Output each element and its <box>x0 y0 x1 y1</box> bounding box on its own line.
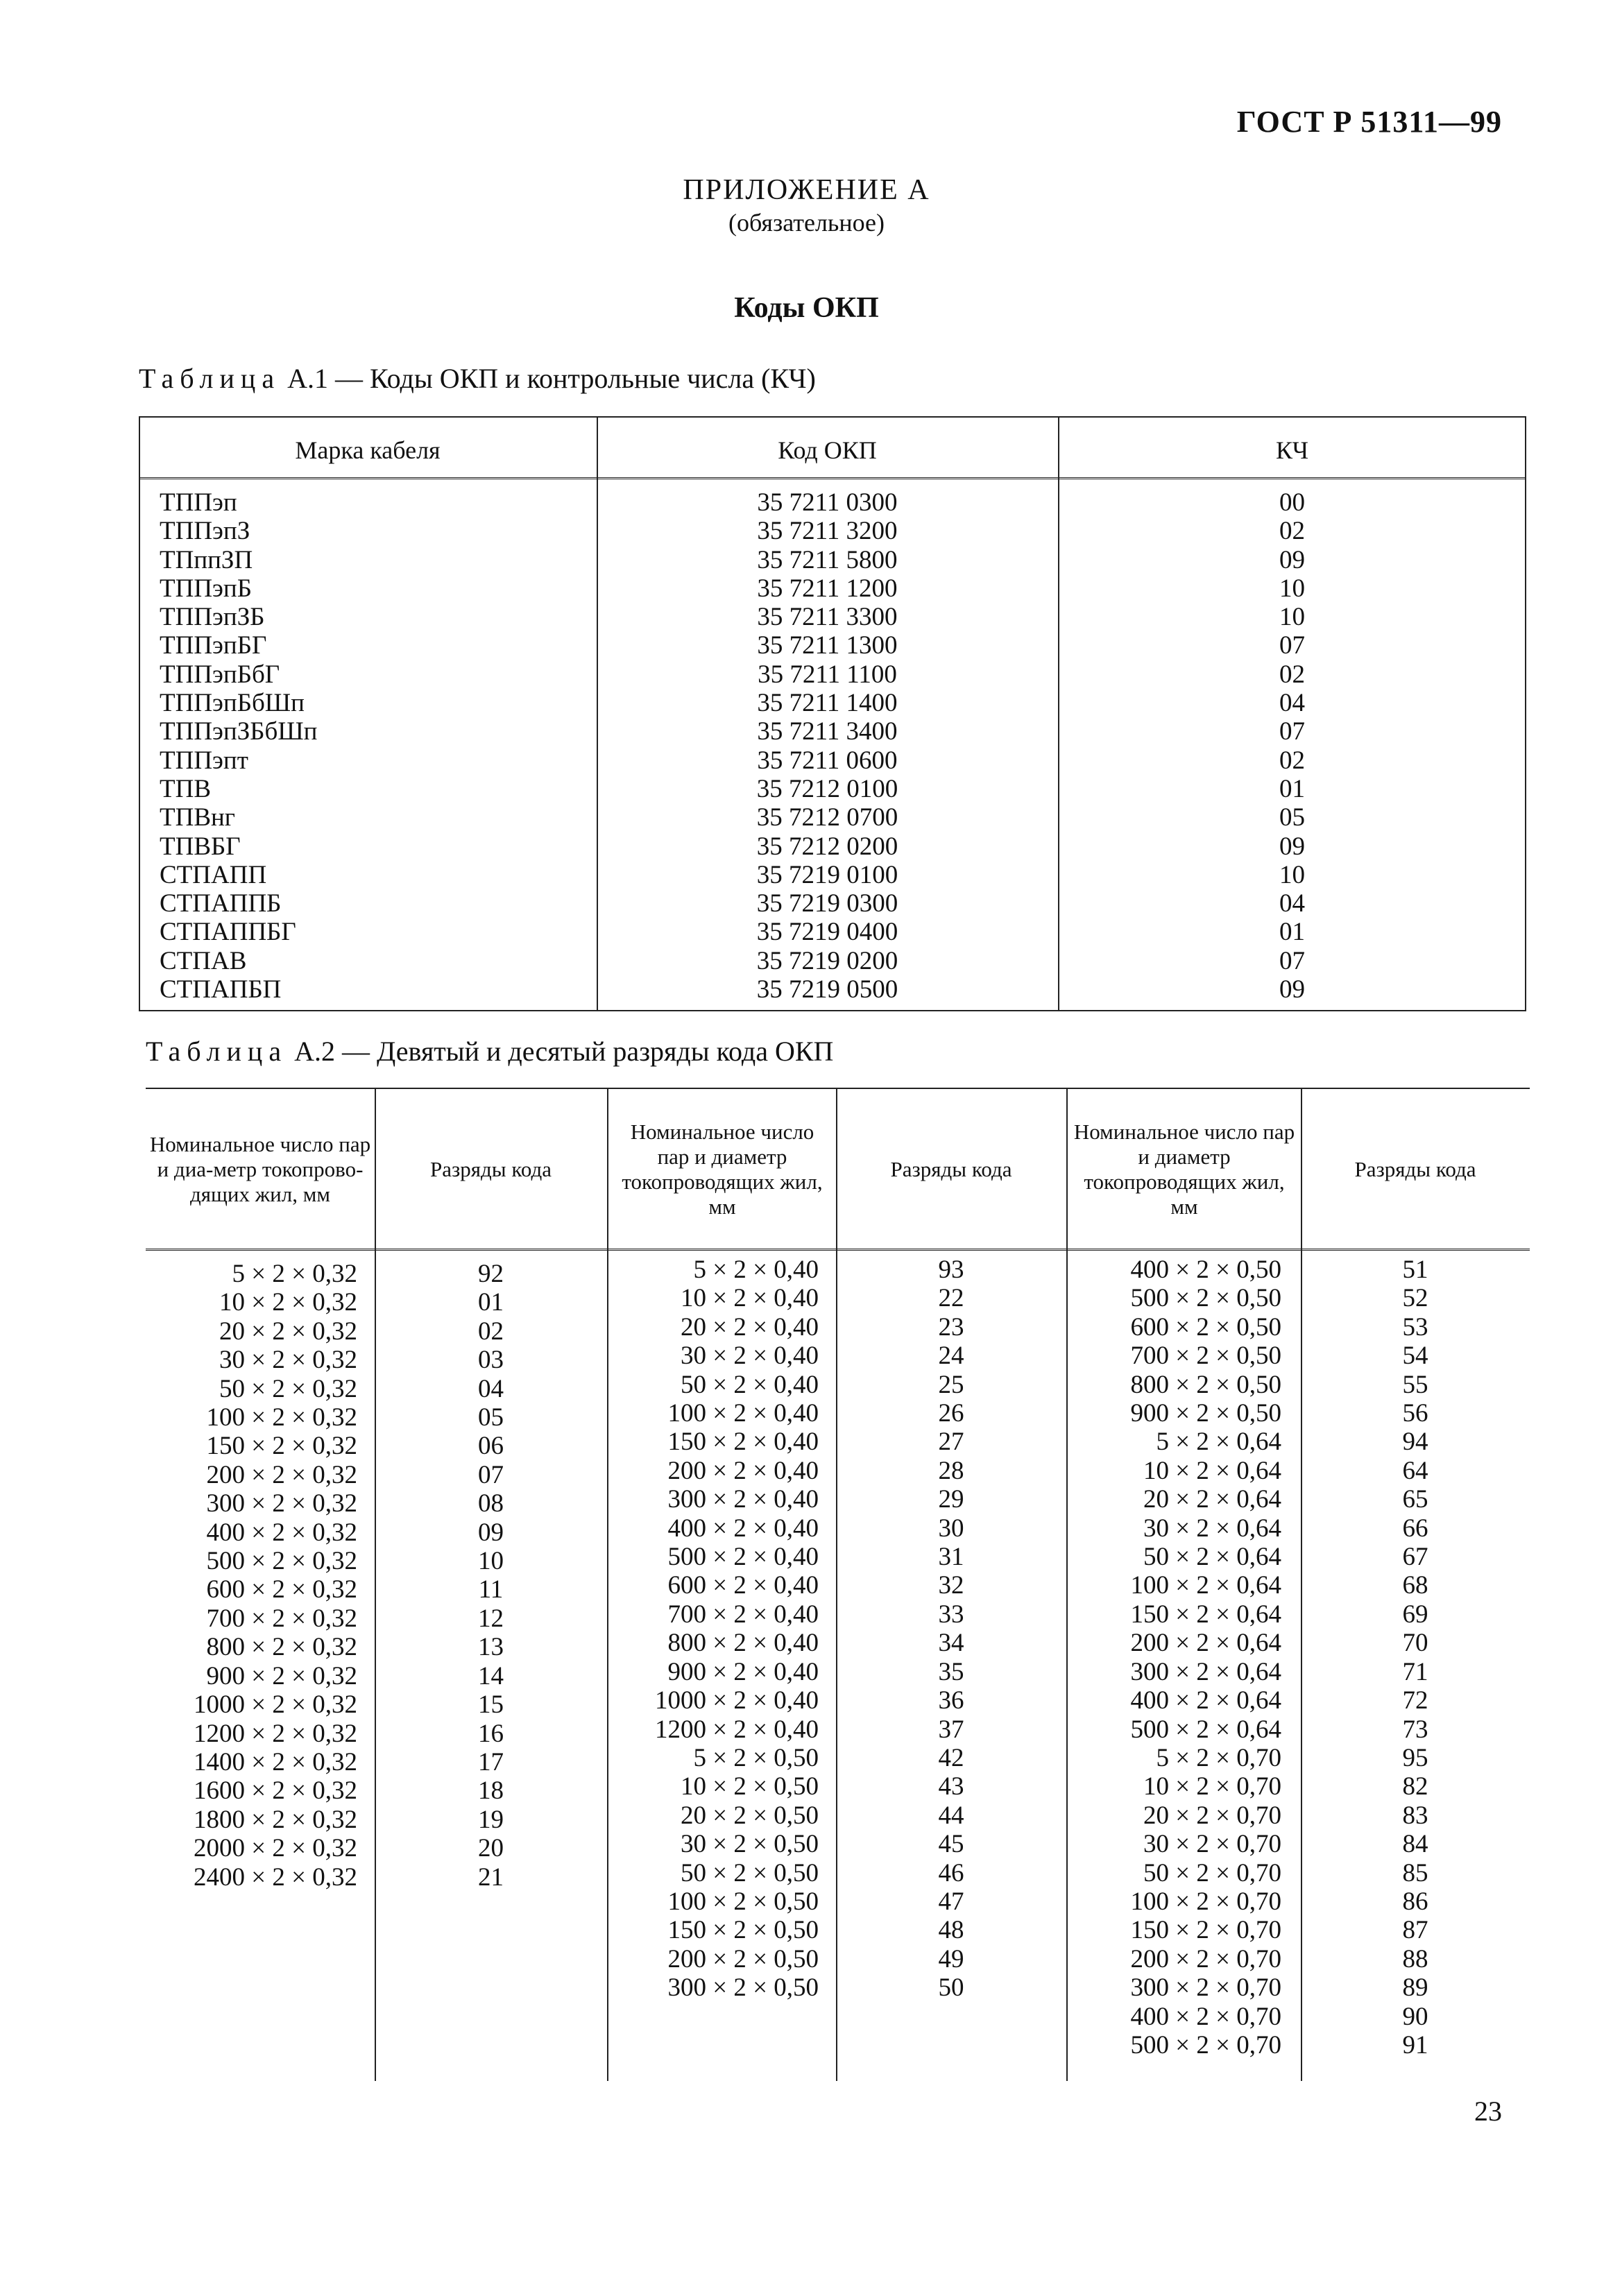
check-number-cell: 04 <box>1279 889 1305 918</box>
pair-size-cell: 5 × 2 × 0,64 <box>1156 1428 1281 1457</box>
code-digits-cell: 64 <box>1402 1456 1428 1485</box>
pair-size-cell: 900 × 2 × 0,50 <box>1130 1399 1281 1428</box>
code-digits-cell: 06 <box>478 1432 504 1461</box>
code-digits-cell: 69 <box>1402 1600 1428 1629</box>
table-a1-caption <box>139 362 816 395</box>
okp-code-cell: 35 7211 1400 <box>757 689 898 718</box>
pair-size-cell: 500 × 2 × 0,50 <box>1130 1284 1281 1313</box>
table-a2-top-rule <box>146 1088 1530 1089</box>
code-digits-cell: 02 <box>478 1317 504 1346</box>
okp-code-cell: 35 7211 0600 <box>757 746 898 775</box>
code-digits-cell: 10 <box>478 1547 504 1576</box>
cable-brand-cell: ТППэпЗ <box>160 517 250 546</box>
cable-brand-cell: ТПВ <box>160 774 211 803</box>
code-digits-cell: 45 <box>938 1830 964 1859</box>
pair-size-cell: 400 × 2 × 0,70 <box>1130 2002 1281 2031</box>
cable-brand-cell: ТППэпт <box>160 746 248 775</box>
pair-size-cell: 800 × 2 × 0,32 <box>206 1633 357 1662</box>
pair-size-cell: 400 × 2 × 0,64 <box>1130 1686 1281 1715</box>
table-a2-size-column-2 <box>607 1256 819 2003</box>
check-number-cell: 07 <box>1279 631 1305 660</box>
code-digits-cell: 92 <box>478 1260 504 1288</box>
pair-size-cell: 20 × 2 × 0,70 <box>1143 1801 1281 1830</box>
table-a2-header-code-3: Разряды кода <box>1354 1157 1476 1181</box>
okp-code-cell: 35 7212 0100 <box>756 774 898 803</box>
pair-size-cell: 50 × 2 × 0,70 <box>1143 1858 1281 1887</box>
code-digits-cell: 94 <box>1402 1428 1428 1457</box>
pair-size-cell: 1400 × 2 × 0,32 <box>194 1747 357 1776</box>
cable-brand-cell: СТПАПБП <box>160 975 282 1004</box>
code-digits-cell: 83 <box>1402 1801 1428 1830</box>
code-digits-cell: 28 <box>938 1456 964 1485</box>
table-a1 <box>139 416 1526 1011</box>
code-digits-cell: 86 <box>1402 1887 1428 1916</box>
cable-brand-cell: ТПВнг <box>160 803 235 832</box>
table-a2-header-size-2: Номинальное число пар и диаметр токопроводящих жил, мм <box>622 1120 823 1219</box>
pair-size-cell: 5 × 2 × 0,70 <box>1156 1743 1281 1772</box>
check-number-cell: 09 <box>1279 545 1305 574</box>
pair-size-cell: 150 × 2 × 0,40 <box>667 1428 819 1457</box>
code-digits-cell: 91 <box>1402 2030 1428 2059</box>
code-digits-cell: 65 <box>1402 1485 1428 1514</box>
pair-size-cell: 150 × 2 × 0,32 <box>206 1432 357 1461</box>
document-code: ГОСТ Р 51311—99 <box>1236 105 1502 139</box>
pair-size-cell: 300 × 2 × 0,50 <box>667 1973 819 2003</box>
pair-size-cell: 700 × 2 × 0,50 <box>1130 1342 1281 1371</box>
code-digits-cell: 09 <box>478 1518 504 1547</box>
okp-code-cell: 35 7211 1300 <box>757 631 898 660</box>
table-a2-header-code-1: Разряды кода <box>430 1157 552 1181</box>
check-number-cell: 07 <box>1279 946 1305 975</box>
okp-code-cell: 35 7212 0700 <box>756 803 898 832</box>
code-digits-cell: 43 <box>938 1772 964 1801</box>
table-a2-header-rule <box>146 1249 1530 1251</box>
pair-size-cell: 900 × 2 × 0,32 <box>206 1661 357 1690</box>
cable-brand-cell: СТПАППБ <box>160 889 282 918</box>
okp-code-cell: 35 7219 0500 <box>756 975 898 1004</box>
table-a2-size-column-1 <box>146 1260 357 1892</box>
code-digits-cell: 66 <box>1402 1514 1428 1543</box>
code-digits-cell: 34 <box>938 1629 964 1658</box>
code-digits-cell: 14 <box>478 1661 504 1690</box>
pair-size-cell: 2400 × 2 × 0,32 <box>194 1862 357 1892</box>
pair-size-cell: 30 × 2 × 0,64 <box>1143 1514 1281 1543</box>
okp-code-cell: 35 7211 1100 <box>758 660 897 689</box>
okp-code-cell: 35 7211 3200 <box>757 517 898 546</box>
code-digits-cell: 33 <box>938 1600 964 1629</box>
okp-code-cell: 35 7211 5800 <box>757 545 898 574</box>
pair-size-cell: 50 × 2 × 0,50 <box>681 1858 819 1887</box>
pair-size-cell: 600 × 2 × 0,32 <box>206 1575 357 1604</box>
code-digits-cell: 36 <box>938 1686 964 1715</box>
code-digits-cell: 25 <box>938 1370 964 1399</box>
code-digits-cell: 71 <box>1402 1657 1428 1686</box>
check-number-cell: 10 <box>1279 860 1305 889</box>
code-digits-cell: 50 <box>938 1973 964 2003</box>
code-digits-cell: 12 <box>478 1604 504 1633</box>
table-a1-caption-label: Таблица <box>139 363 281 394</box>
pair-size-cell: 400 × 2 × 0,40 <box>667 1514 819 1543</box>
pair-size-cell: 200 × 2 × 0,64 <box>1130 1629 1281 1658</box>
pair-size-cell: 500 × 2 × 0,32 <box>206 1547 357 1576</box>
pair-size-cell: 50 × 2 × 0,40 <box>681 1370 819 1399</box>
pair-size-cell: 100 × 2 × 0,50 <box>667 1887 819 1916</box>
table-a1-caption-text: А.1 — Коды ОКП и контрольные числа (КЧ) <box>280 363 816 394</box>
table-a2-caption-label: Таблица <box>146 1036 288 1067</box>
pair-size-cell: 30 × 2 × 0,70 <box>1143 1830 1281 1859</box>
pair-size-cell: 400 × 2 × 0,32 <box>206 1518 357 1547</box>
code-digits-cell: 84 <box>1402 1830 1428 1859</box>
code-digits-cell: 73 <box>1402 1715 1428 1744</box>
pair-size-cell: 10 × 2 × 0,64 <box>1143 1456 1281 1485</box>
code-digits-cell: 93 <box>938 1256 964 1284</box>
code-digits-cell: 87 <box>1402 1916 1428 1945</box>
pair-size-cell: 50 × 2 × 0,32 <box>219 1374 357 1403</box>
code-digits-cell: 18 <box>478 1776 504 1806</box>
pair-size-cell: 800 × 2 × 0,50 <box>1130 1370 1281 1399</box>
pair-size-cell: 20 × 2 × 0,50 <box>681 1801 819 1830</box>
okp-code-cell: 35 7219 0100 <box>756 860 898 889</box>
okp-code-cell: 35 7212 0200 <box>756 832 898 861</box>
check-number-cell: 09 <box>1279 975 1305 1004</box>
check-number-cell: 04 <box>1279 689 1305 718</box>
code-digits-cell: 82 <box>1402 1772 1428 1801</box>
pair-size-cell: 300 × 2 × 0,64 <box>1130 1657 1281 1686</box>
cable-brand-cell: ТППэпБ <box>160 574 252 603</box>
code-digits-cell: 32 <box>938 1571 964 1600</box>
pair-size-cell: 600 × 2 × 0,40 <box>667 1571 819 1600</box>
check-number-cell: 01 <box>1279 918 1305 947</box>
cable-brand-cell: ТППэпБбШп <box>160 689 305 718</box>
table-a2-size-column-3 <box>1066 1256 1281 2059</box>
cable-brand-cell: СТПАВ <box>160 946 247 975</box>
table-a2-header-size-3: Номинальное число пар и диаметр токопроводящих жил, мм <box>1073 1120 1295 1219</box>
pair-size-cell: 5 × 2 × 0,50 <box>693 1743 819 1772</box>
pair-size-cell: 50 × 2 × 0,64 <box>1143 1543 1281 1572</box>
code-digits-cell: 47 <box>938 1887 964 1916</box>
check-number-cell: 05 <box>1279 803 1305 832</box>
code-digits-cell: 68 <box>1402 1571 1428 1600</box>
pair-size-cell: 100 × 2 × 0,64 <box>1130 1571 1281 1600</box>
pair-size-cell: 5 × 2 × 0,40 <box>693 1256 819 1284</box>
code-digits-cell: 44 <box>938 1801 964 1830</box>
okp-code-cell: 35 7219 0400 <box>756 918 898 947</box>
code-digits-cell: 03 <box>478 1346 504 1375</box>
code-digits-cell: 08 <box>478 1489 504 1518</box>
pair-size-cell: 20 × 2 × 0,64 <box>1143 1485 1281 1514</box>
pair-size-cell: 300 × 2 × 0,32 <box>206 1489 357 1518</box>
table-a1-kch-column <box>1058 488 1526 1004</box>
code-digits-cell: 17 <box>478 1747 504 1776</box>
pair-size-cell: 30 × 2 × 0,50 <box>681 1830 819 1859</box>
code-digits-cell: 11 <box>478 1575 504 1604</box>
code-digits-cell: 53 <box>1402 1312 1428 1342</box>
okp-code-cell: 35 7219 0200 <box>756 946 898 975</box>
okp-code-cell: 35 7211 3300 <box>757 603 898 632</box>
table-a2-header-size-1: Номинальное число пар и диа-метр токопрово-дящих жил, мм <box>149 1132 371 1206</box>
pair-size-cell: 100 × 2 × 0,40 <box>667 1399 819 1428</box>
code-digits-cell: 95 <box>1402 1743 1428 1772</box>
code-digits-cell: 23 <box>938 1312 964 1342</box>
pair-size-cell: 200 × 2 × 0,40 <box>667 1456 819 1485</box>
code-digits-cell: 20 <box>478 1834 504 1863</box>
pair-size-cell: 10 × 2 × 0,50 <box>681 1772 819 1801</box>
code-digits-cell: 15 <box>478 1690 504 1720</box>
cable-brand-cell: ТППэп <box>160 488 237 517</box>
table-a2-caption <box>146 1035 833 1068</box>
code-digits-cell: 04 <box>478 1374 504 1403</box>
check-number-cell: 01 <box>1279 774 1305 803</box>
cable-brand-cell: ТППэпБГ <box>160 631 267 660</box>
cable-brand-cell: СТПАПП <box>160 860 267 889</box>
appendix-title: ПРИЛОЖЕНИЕ А <box>683 174 930 206</box>
check-number-cell: 07 <box>1279 717 1305 746</box>
cable-brand-cell: ТППэпЗБбШп <box>160 717 318 746</box>
table-a2-code-column-1 <box>375 1260 607 1892</box>
pair-size-cell: 1600 × 2 × 0,32 <box>194 1776 357 1806</box>
pair-size-cell: 500 × 2 × 0,64 <box>1130 1715 1281 1744</box>
appendix-subtitle: (обязательное) <box>728 209 885 237</box>
code-digits-cell: 56 <box>1402 1399 1428 1428</box>
pair-size-cell: 800 × 2 × 0,40 <box>667 1629 819 1658</box>
code-digits-cell: 22 <box>938 1284 964 1313</box>
code-digits-cell: 07 <box>478 1460 504 1489</box>
table-a2 <box>146 1088 1530 2081</box>
code-digits-cell: 29 <box>938 1485 964 1514</box>
table-a2-code-column-3 <box>1301 1256 1530 2059</box>
code-digits-cell: 16 <box>478 1719 504 1748</box>
table-a1-header-brand: Марка кабеля <box>295 436 441 464</box>
okp-code-cell: 35 7219 0300 <box>756 889 898 918</box>
code-digits-cell: 90 <box>1402 2002 1428 2031</box>
pair-size-cell: 200 × 2 × 0,32 <box>206 1460 357 1489</box>
check-number-cell: 09 <box>1279 832 1305 861</box>
pair-size-cell: 20 × 2 × 0,40 <box>681 1312 819 1342</box>
code-digits-cell: 85 <box>1402 1858 1428 1887</box>
table-a1-header-okp: Код ОКП <box>778 436 877 464</box>
pair-size-cell: 300 × 2 × 0,40 <box>667 1485 819 1514</box>
pair-size-cell: 1200 × 2 × 0,32 <box>194 1719 357 1748</box>
pair-size-cell: 900 × 2 × 0,40 <box>667 1657 819 1686</box>
pair-size-cell: 30 × 2 × 0,32 <box>219 1346 357 1375</box>
code-digits-cell: 49 <box>938 1944 964 1973</box>
pair-size-cell: 10 × 2 × 0,32 <box>219 1288 357 1317</box>
okp-code-cell: 35 7211 3400 <box>757 717 898 746</box>
code-digits-cell: 46 <box>938 1858 964 1887</box>
code-digits-cell: 30 <box>938 1514 964 1543</box>
pair-size-cell: 150 × 2 × 0,64 <box>1130 1600 1281 1629</box>
table-a1-header-kch: КЧ <box>1276 436 1308 464</box>
table-a1-brand-column <box>160 488 317 1004</box>
pair-size-cell: 1000 × 2 × 0,32 <box>194 1690 357 1720</box>
table-a2-header-code-2: Разряды кода <box>890 1157 1012 1181</box>
pair-size-cell: 300 × 2 × 0,70 <box>1130 1973 1281 2003</box>
table-a1-header-rule <box>139 477 1526 479</box>
code-digits-cell: 37 <box>938 1715 964 1744</box>
cable-brand-cell: ТППэпЗБ <box>160 603 265 632</box>
code-digits-cell: 52 <box>1402 1284 1428 1313</box>
pair-size-cell: 100 × 2 × 0,32 <box>206 1403 357 1432</box>
code-digits-cell: 54 <box>1402 1342 1428 1371</box>
pair-size-cell: 150 × 2 × 0,50 <box>667 1916 819 1945</box>
pair-size-cell: 20 × 2 × 0,32 <box>219 1317 357 1346</box>
code-digits-cell: 05 <box>478 1403 504 1432</box>
cable-brand-cell: СТПАППБГ <box>160 918 296 947</box>
pair-size-cell: 500 × 2 × 0,40 <box>667 1543 819 1572</box>
pair-size-cell: 500 × 2 × 0,70 <box>1130 2030 1281 2059</box>
okp-code-cell: 35 7211 1200 <box>757 574 898 603</box>
code-digits-cell: 51 <box>1402 1256 1428 1284</box>
code-digits-cell: 55 <box>1402 1370 1428 1399</box>
pair-size-cell: 600 × 2 × 0,50 <box>1130 1312 1281 1342</box>
code-digits-cell: 21 <box>478 1862 504 1892</box>
code-digits-cell: 48 <box>938 1916 964 1945</box>
cable-brand-cell: ТПВБГ <box>160 832 241 861</box>
check-number-cell: 02 <box>1279 746 1305 775</box>
check-number-cell: 00 <box>1279 488 1305 517</box>
pair-size-cell: 400 × 2 × 0,50 <box>1130 1256 1281 1284</box>
check-number-cell: 10 <box>1279 574 1305 603</box>
code-digits-cell: 89 <box>1402 1973 1428 2003</box>
code-digits-cell: 42 <box>938 1743 964 1772</box>
code-digits-cell: 67 <box>1402 1543 1428 1572</box>
pair-size-cell: 1200 × 2 × 0,40 <box>655 1715 819 1744</box>
pair-size-cell: 700 × 2 × 0,40 <box>667 1600 819 1629</box>
code-digits-cell: 24 <box>938 1342 964 1371</box>
code-digits-cell: 19 <box>478 1805 504 1834</box>
table-a2-code-column-2 <box>836 1256 1066 2003</box>
pair-size-cell: 10 × 2 × 0,70 <box>1143 1772 1281 1801</box>
check-number-cell: 02 <box>1279 660 1305 689</box>
pair-size-cell: 1000 × 2 × 0,40 <box>655 1686 819 1715</box>
pair-size-cell: 1800 × 2 × 0,32 <box>194 1805 357 1834</box>
code-digits-cell: 72 <box>1402 1686 1428 1715</box>
code-digits-cell: 88 <box>1402 1944 1428 1973</box>
check-number-cell: 02 <box>1279 517 1305 546</box>
pair-size-cell: 5 × 2 × 0,32 <box>232 1260 357 1288</box>
pair-size-cell: 10 × 2 × 0,40 <box>681 1284 819 1313</box>
cable-brand-cell: ТППэпБбГ <box>160 660 280 689</box>
cable-brand-cell: ТПппЗП <box>160 545 253 574</box>
pair-size-cell: 30 × 2 × 0,40 <box>681 1342 819 1371</box>
table-a1-okp-column <box>597 488 1058 1004</box>
pair-size-cell: 200 × 2 × 0,50 <box>667 1944 819 1973</box>
pair-size-cell: 100 × 2 × 0,70 <box>1130 1887 1281 1916</box>
pair-size-cell: 150 × 2 × 0,70 <box>1130 1916 1281 1945</box>
code-digits-cell: 27 <box>938 1428 964 1457</box>
code-digits-cell: 26 <box>938 1399 964 1428</box>
page-number: 23 <box>1474 2096 1502 2127</box>
table-a2-caption-text: А.2 — Девятый и десятый разряды кода ОКП <box>287 1036 834 1067</box>
pair-size-cell: 2000 × 2 × 0,32 <box>194 1834 357 1863</box>
check-number-cell: 10 <box>1279 603 1305 632</box>
code-digits-cell: 13 <box>478 1633 504 1662</box>
okp-code-cell: 35 7211 0300 <box>757 488 898 517</box>
pair-size-cell: 200 × 2 × 0,70 <box>1130 1944 1281 1973</box>
pair-size-cell: 700 × 2 × 0,32 <box>206 1604 357 1633</box>
code-digits-cell: 70 <box>1402 1629 1428 1658</box>
code-digits-cell: 35 <box>938 1657 964 1686</box>
code-digits-cell: 01 <box>478 1288 504 1317</box>
section-title: Коды ОКП <box>734 292 879 324</box>
code-digits-cell: 31 <box>938 1543 964 1572</box>
